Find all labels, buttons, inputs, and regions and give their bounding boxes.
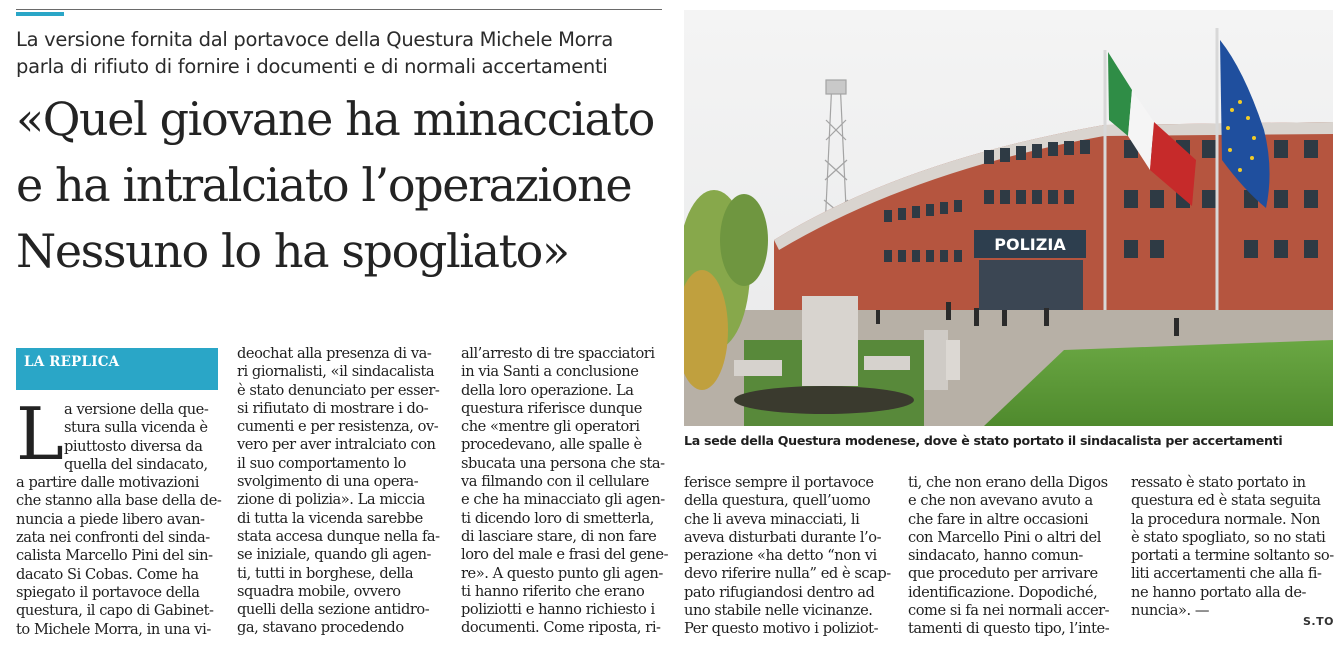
text-line: ti dicendo loro di smetterla, [461,509,654,527]
text-line: in via Santi a conclusione [461,363,639,381]
article-column-3 [461,345,667,638]
text-line: aveva disturbati durante l’o- [684,528,882,546]
text-line: identificazione. Dopodiché, [908,583,1098,601]
text-line: dacato Si Cobas. Come ha [16,565,199,583]
text-line: va filmando con il cellulare [461,473,649,491]
text-line: tamenti di questo tipo, l’inte- [908,620,1110,638]
text-line: Per questo motivo i poliziot- [684,620,879,638]
drop-cap: L [16,392,64,476]
text-line: stata accesa dunque nella fa- [237,527,440,545]
text-line: sindacato, hanno comun- [908,547,1083,565]
text-line: poliziotti e hanno richiesto i [461,601,655,619]
text-line: di tutta la vicenda sarebbe [237,509,423,527]
text-line: calista Marcello Pini del sin- [16,547,213,565]
article-column-5 [908,474,1114,639]
text-line: deochat alla presenza di va- [237,345,432,362]
text-line: ferisce sempre il portavoce [684,474,874,491]
text-line: nuncia». — [1131,602,1210,620]
text-line: ti hanno riferito che erano [461,582,645,600]
text-line: zione di polizia». La miccia [237,491,425,509]
text-line: nuncia a piede libero avan- [16,510,205,528]
text-line: ti, che non erano della Digos [908,474,1108,491]
article-column-1 [16,401,222,639]
text-line: re». A questo punto gli agen- [461,564,663,582]
text-line: to Michele Morra, in una vi- [16,620,211,638]
text-line: liti accertamenti che alla fi- [1131,565,1322,583]
text-line: della loro operazione. La [461,381,634,399]
text-line: ga, stavano procedendo [237,619,404,637]
text-line: ti, tutti in borghese, della [237,564,414,582]
text-line: piuttosto diversa da [64,437,203,455]
headline-line: e ha intralciato l’operazione [16,158,632,212]
text-line: squadra mobile, ovvero [237,582,401,600]
text-line: si rifiutato di mostrare i do- [237,399,429,417]
author-byline: S.TO [1303,615,1334,628]
text-line: procedevano, alle spalle è [461,436,642,454]
article-column-6 [1131,474,1337,620]
text-line: sbucata una persona che sta- [461,454,665,472]
text-line: e che ha minacciato gli agen- [461,491,665,509]
accent-bar [16,12,64,16]
kicker [16,26,666,80]
top-rule [16,9,662,10]
text-line: se iniziale, quando gli agen- [237,546,432,564]
text-line: questura, il capo di Gabinet- [16,602,214,620]
text-line: della questura, quell’uomo [684,492,871,510]
text-line: vero per aver intralciato con [237,436,436,454]
text-line: loro del male e frasi del gene- [461,546,669,564]
text-line: che li aveva minacciati, li [684,510,860,528]
section-label: LA REPLICA [16,348,218,390]
text-line: questura riferisce dunque [461,399,642,417]
text-line: all’arresto di tre spacciatori [461,345,655,362]
photo-caption: La sede della Questura modenese, dove è stato portato il sindacalista per accertamenti [684,433,1283,448]
article-column-4 [684,474,890,639]
text-line: il suo comportamento lo [237,454,407,472]
article-column-2 [237,345,443,638]
text-line: cumenti e per resistenza, ov- [237,418,439,436]
building-image [684,10,1333,426]
text-line: con Marcello Pini o altri del [908,528,1101,546]
text-line: pato rifugiandosi dentro ad [684,583,875,601]
text-line: devo riferire nulla” ed è scap- [684,565,891,583]
text-line: di lasciare stare, di non fare [461,527,657,545]
text-line: que proceduto per arrivare [908,565,1098,583]
text-line: ressato è stato portato in [1131,474,1306,491]
sign-text: POLIZIA [994,235,1066,254]
text-line: spiegato il portavoce della [16,583,200,601]
text-line: ri giornalisti, «il sindacalista [237,363,435,381]
text-line: a versione della que- [64,401,209,418]
text-line: documenti. Come riposta, ri- [461,619,661,637]
text-line: e che non avevano avuto a [908,492,1093,510]
questura-photo [684,10,1333,426]
text-line: a partire dalle motivazioni [16,474,199,492]
headline-line: Nessuno lo ha spogliato» [16,224,569,278]
text-line: la procedura normale. Non [1131,510,1320,528]
text-line: che fare in altre occasioni [908,510,1089,528]
text-line: che stanno alla base della de- [16,492,222,510]
kicker-line: parla di rifiuto di fornire i documenti e di normali accertamenti [16,55,608,78]
kicker-line: La versione fornita dal portavoce della Questura Michele Morra [16,28,614,51]
headline [16,86,676,284]
text-line: questura ed è stata seguita [1131,492,1321,510]
text-line: quella del sindacato, [64,455,208,473]
text-line: stura sulla vicenda è [64,419,208,437]
text-line: che «mentre gli operatori [461,418,640,436]
text-line: portati a termine soltanto so- [1131,547,1334,565]
text-line: quelli della sezione antidro- [237,601,430,619]
text-line: perazione «ha detto “non vi [684,547,877,565]
text-line: uno stabile nelle vicinanze. [684,602,873,620]
text-line: zata nei confronti del sinda- [16,529,210,547]
headline-line: «Quel giovane ha minacciato [16,92,654,146]
text-line: come si fa nei normali accer- [908,602,1110,620]
text-line: svolgimento di una opera- [237,473,419,491]
text-line: ne hanno portato alla de- [1131,583,1306,601]
text-line: è stato spogliato, so no stati [1131,528,1326,546]
text-line: è stato denunciato per esser- [237,381,440,399]
